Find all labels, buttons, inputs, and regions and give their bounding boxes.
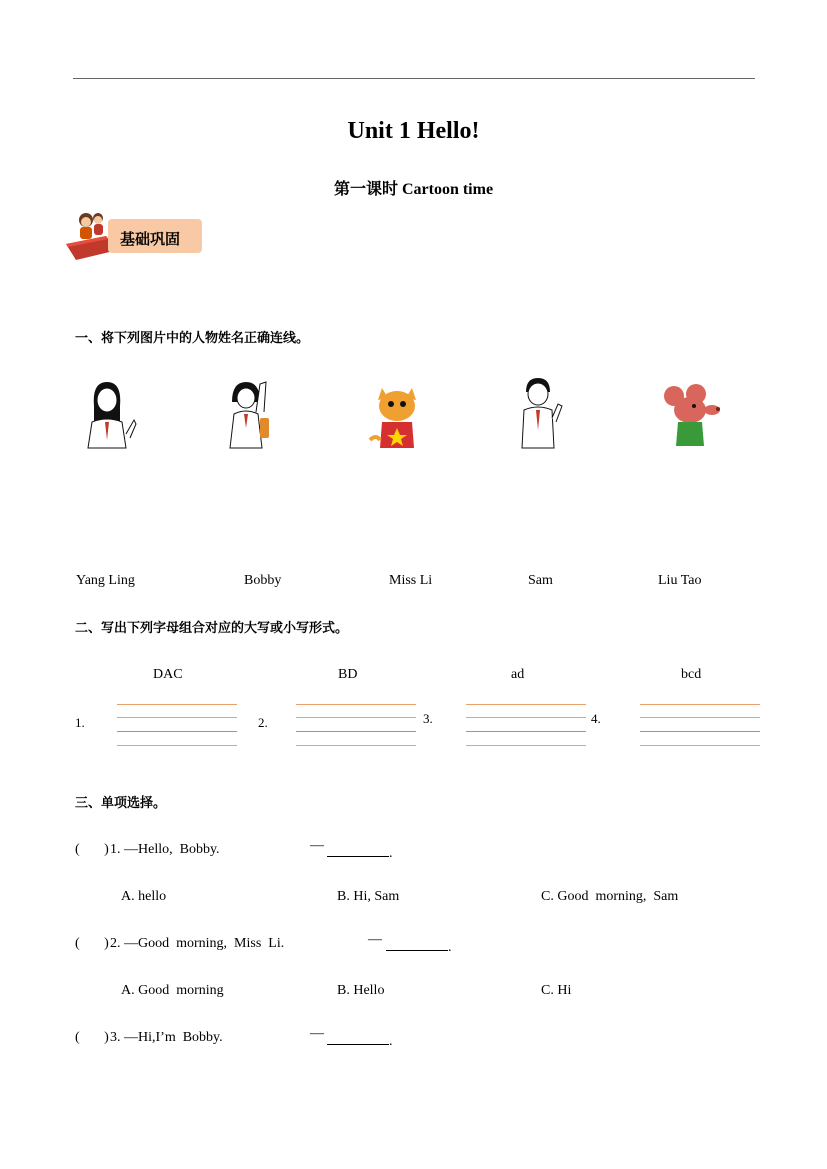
writing-lines[interactable] — [466, 704, 586, 748]
girl-waving-icon — [76, 376, 138, 450]
writing-lines[interactable] — [296, 704, 416, 748]
reply-dash: — — [310, 1026, 324, 1041]
writing-line — [296, 704, 416, 705]
name-label: Miss Li — [389, 573, 433, 588]
option-b[interactable]: B. Hi, Sam — [337, 889, 400, 904]
writing-line — [640, 704, 760, 705]
writing-line — [640, 745, 760, 746]
writing-lines[interactable] — [117, 704, 237, 748]
letter-combo: DAC — [153, 667, 183, 682]
writing-line — [117, 704, 237, 705]
section2-heading: 二、写出下列字母组合对应的大写或小写形式。 — [75, 621, 349, 636]
option-b[interactable]: B. Hello — [337, 983, 385, 998]
item-number: 2. — [258, 715, 268, 730]
writing-line — [640, 717, 760, 718]
blank-end: . — [389, 1034, 393, 1049]
writing-line — [296, 745, 416, 746]
blank-end: . — [448, 940, 452, 955]
reply-dash: — — [310, 838, 324, 853]
name-label: Bobby — [244, 573, 282, 588]
answer-blank[interactable] — [327, 842, 389, 857]
tiger-cub-icon — [366, 384, 428, 450]
writing-line — [466, 745, 586, 746]
writing-line — [117, 731, 237, 732]
option-c[interactable]: C. Hi — [541, 983, 572, 998]
lesson-subtitle: 第一课时 Cartoon time — [333, 181, 494, 198]
blank-end: . — [389, 846, 393, 861]
writing-line — [466, 731, 586, 732]
item-number: 3. — [423, 711, 433, 726]
writing-line — [296, 717, 416, 718]
writing-line — [466, 717, 586, 718]
answer-paren[interactable]: ( ) — [75, 1030, 109, 1045]
option-a[interactable]: A. hello — [121, 889, 167, 904]
writing-line — [466, 704, 586, 705]
writing-lines[interactable] — [640, 704, 760, 748]
name-label: Sam — [528, 573, 553, 588]
badge-label: 基础巩固 — [120, 230, 181, 248]
page-title: Unit 1 Hello! — [347, 118, 480, 144]
letter-combo: ad — [511, 667, 525, 682]
section3-heading: 三、单项选择。 — [75, 796, 167, 811]
writing-line — [117, 717, 237, 718]
item-number: 1. — [75, 715, 85, 730]
question-stem: 3. —Hi,I’m Bobby. — [110, 1030, 223, 1045]
item-number: 4. — [591, 711, 601, 726]
option-a[interactable]: A. Good morning — [121, 983, 224, 998]
writing-line — [640, 731, 760, 732]
top-rule — [73, 78, 755, 79]
question-stem: 1. —Hello, Bobby. — [110, 842, 220, 857]
answer-blank[interactable] — [327, 1030, 389, 1045]
mouse-icon — [660, 384, 722, 448]
writing-line — [296, 731, 416, 732]
option-c[interactable]: C. Good morning, Sam — [541, 889, 679, 904]
answer-paren[interactable]: ( ) — [75, 842, 109, 857]
boy-waving-icon — [514, 374, 564, 450]
letter-combo: BD — [338, 667, 358, 682]
section1-heading: 一、将下列图片中的人物姓名正确连线。 — [75, 331, 310, 346]
writing-line — [117, 745, 237, 746]
reply-dash: — — [368, 932, 382, 947]
girl-with-bag-icon — [222, 376, 272, 450]
letter-combo: bcd — [681, 667, 702, 682]
question-stem: 2. —Good morning, Miss Li. — [110, 936, 285, 951]
answer-paren[interactable]: ( ) — [75, 936, 109, 951]
name-label: Yang Ling — [76, 573, 135, 588]
name-label: Liu Tao — [658, 573, 702, 588]
answer-blank[interactable] — [386, 936, 448, 951]
